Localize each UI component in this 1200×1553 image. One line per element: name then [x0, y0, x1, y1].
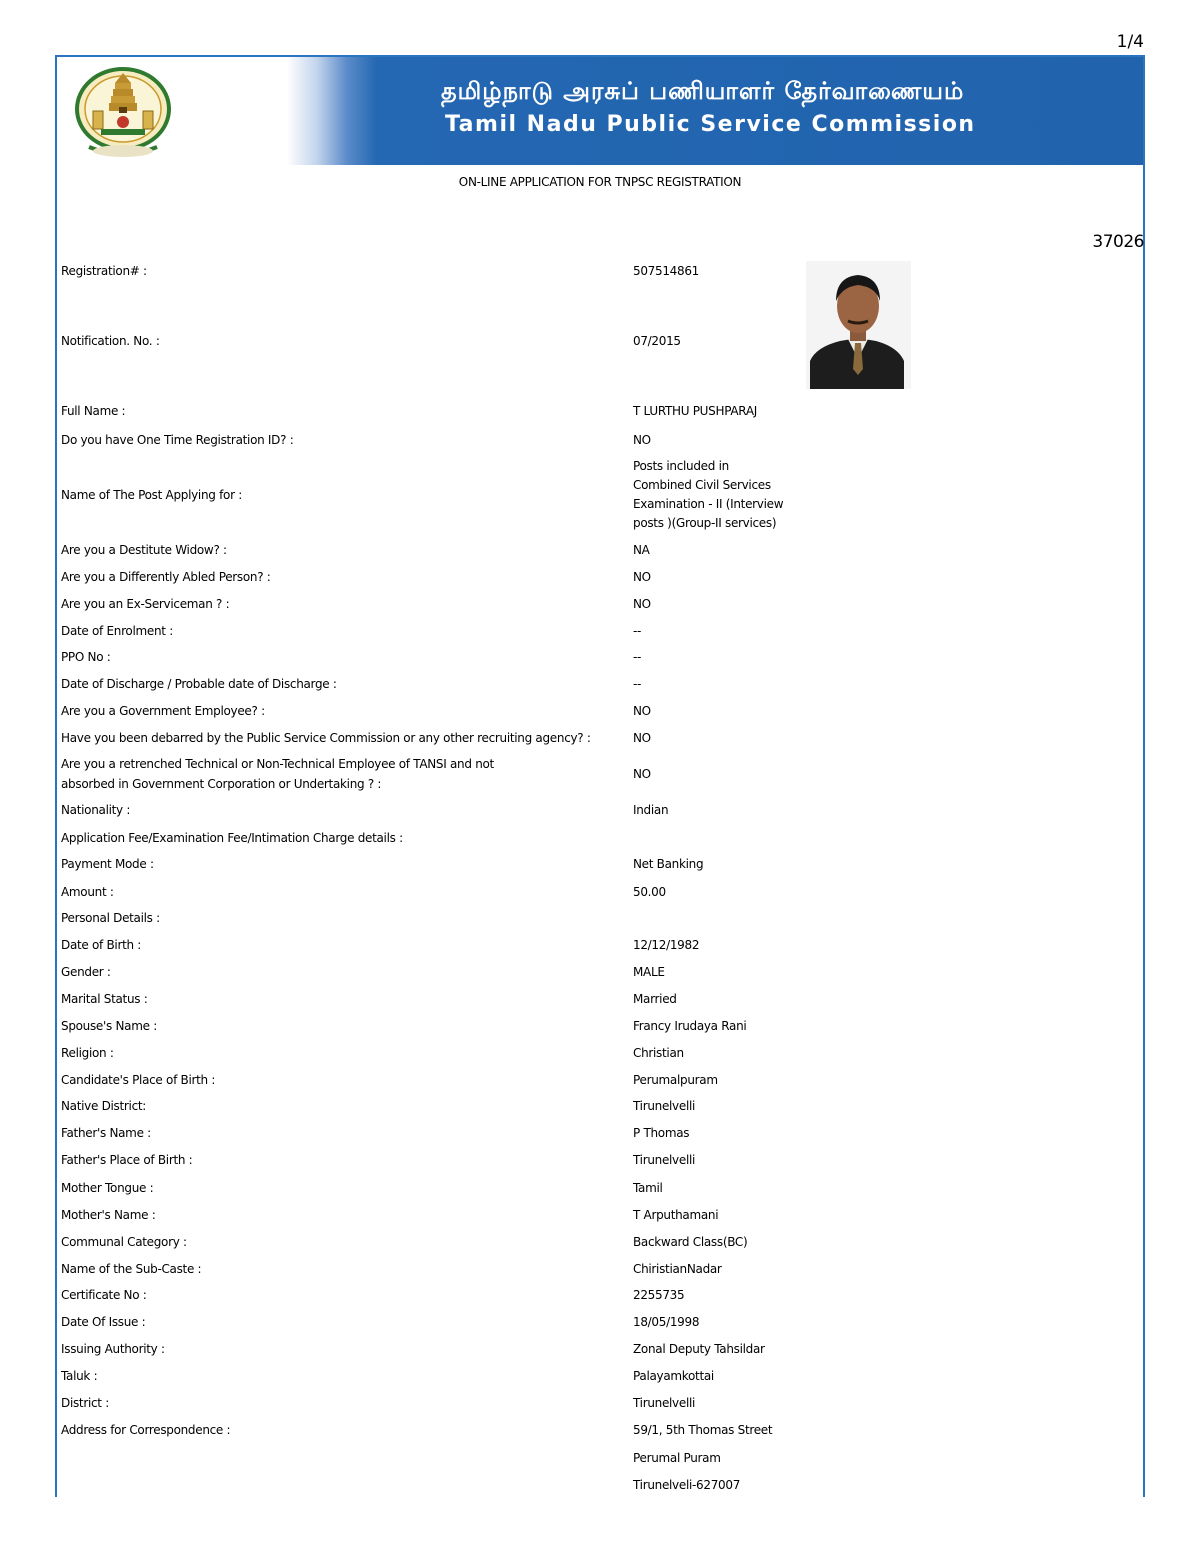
field-value: --	[633, 650, 642, 664]
field-value: NO	[633, 597, 651, 611]
field-value: 59/1, 5th Thomas Street	[633, 1423, 773, 1437]
field-label: Gender :	[61, 965, 111, 979]
field-label: Father's Name :	[61, 1126, 151, 1140]
header-banner	[57, 57, 1143, 165]
section-label: Application Fee/Examination Fee/Intimation Charge details :	[61, 831, 403, 845]
field-value: Perumalpuram	[633, 1073, 718, 1087]
field-label: Candidate's Place of Birth :	[61, 1073, 216, 1087]
field-value: Christian	[633, 1046, 684, 1060]
field-value: --	[633, 624, 642, 638]
field-label: Nationality :	[61, 803, 131, 817]
field-value: Palayamkottai	[633, 1369, 714, 1383]
field-label: PPO No :	[61, 650, 111, 664]
field-label: Registration# :	[61, 264, 147, 278]
field-label: Date of Discharge / Probable date of Discharge :	[61, 677, 337, 691]
page-number: 1/4	[1116, 32, 1144, 52]
field-label: absorbed in Government Corporation or Undertaking ? :	[61, 777, 382, 791]
applicant-photo	[806, 261, 911, 389]
field-value: Posts included in	[633, 459, 729, 473]
field-label: Have you been debarred by the Public Service Commission or any other recruiting agency? :	[61, 731, 591, 745]
field-value: NO	[633, 570, 651, 584]
field-value: NO	[633, 704, 651, 718]
field-value: Tamil	[633, 1181, 663, 1195]
field-label: Address for Correspondence :	[61, 1423, 231, 1437]
field-value: T Arputhamani	[633, 1208, 719, 1222]
field-value: 18/05/1998	[633, 1315, 700, 1329]
field-value: 07/2015	[633, 334, 681, 348]
field-value: Tirunelvelli	[633, 1153, 696, 1167]
field-label: Issuing Authority :	[61, 1342, 165, 1356]
field-label: Religion :	[61, 1046, 114, 1060]
field-label: Do you have One Time Registration ID? :	[61, 433, 294, 447]
field-label: Are you a Differently Abled Person? :	[61, 570, 271, 584]
field-label: Name of The Post Applying for :	[61, 488, 242, 502]
field-value: NO	[633, 767, 651, 781]
field-label: Mother's Name :	[61, 1208, 156, 1222]
field-label: Amount :	[61, 885, 114, 899]
field-value: Tirunelvelli	[633, 1099, 696, 1113]
field-label: Full Name :	[61, 404, 126, 418]
header-title-tamil: தமிழ்நாடு அரசுப் பணியாளர் தேர்வாணையம்	[441, 77, 965, 105]
field-label: Name of the Sub-Caste :	[61, 1262, 202, 1276]
field-value: ChiristianNadar	[633, 1262, 722, 1276]
field-label: Date of Birth :	[61, 938, 142, 952]
field-label: Are you a Destitute Widow? :	[61, 543, 227, 557]
field-value: Examination - II (Interview	[633, 497, 784, 511]
field-value: 507514861	[633, 264, 700, 278]
field-value: Tirunelveli-627007	[633, 1478, 741, 1492]
field-value: MALE	[633, 965, 665, 979]
field-label: Certificate No :	[61, 1288, 147, 1302]
field-value: --	[633, 677, 642, 691]
field-value: Backward Class(BC)	[633, 1235, 748, 1249]
field-label: Father's Place of Birth :	[61, 1153, 193, 1167]
field-label: Native District:	[61, 1099, 147, 1113]
field-label: Date of Enrolment :	[61, 624, 173, 638]
field-label: Are you a Government Employee? :	[61, 704, 265, 718]
field-label: Communal Category :	[61, 1235, 187, 1249]
field-label: Are you a retrenched Technical or Non-Technical Employee of TANSI and not	[61, 757, 494, 771]
field-label: Mother Tongue :	[61, 1181, 154, 1195]
field-value: P Thomas	[633, 1126, 690, 1140]
field-value: Francy Irudaya Rani	[633, 1019, 747, 1033]
field-value: NO	[633, 433, 651, 447]
field-label: District :	[61, 1396, 109, 1410]
field-value: Tirunelvelli	[633, 1396, 696, 1410]
field-value: Perumal Puram	[633, 1451, 721, 1465]
header-title-english: Tamil Nadu Public Service Commission	[445, 112, 976, 137]
field-label: Date Of Issue :	[61, 1315, 146, 1329]
field-label: Spouse's Name :	[61, 1019, 157, 1033]
field-label: Notification. No. :	[61, 334, 160, 348]
field-value: 12/12/1982	[633, 938, 700, 952]
field-value: Married	[633, 992, 677, 1006]
field-label: Marital Status :	[61, 992, 148, 1006]
field-label: Are you an Ex-Serviceman ? :	[61, 597, 230, 611]
field-value: Indian	[633, 803, 669, 817]
field-label: Taluk :	[61, 1369, 98, 1383]
field-value: T LURTHU PUSHPARAJ	[633, 404, 757, 418]
field-value: Zonal Deputy Tahsildar	[633, 1342, 765, 1356]
field-value: 2255735	[633, 1288, 685, 1302]
field-value: Combined Civil Services	[633, 478, 771, 492]
field-value: Net Banking	[633, 857, 704, 871]
tamil-nadu-emblem-icon	[71, 65, 175, 159]
field-value: NA	[633, 543, 650, 557]
field-value: 50.00	[633, 885, 666, 899]
field-value: posts )(Group-II services)	[633, 516, 777, 530]
document-title: ON-LINE APPLICATION FOR TNPSC REGISTRATION	[458, 175, 742, 189]
field-label: Payment Mode :	[61, 857, 154, 871]
serial-number: 37026	[1092, 232, 1144, 252]
field-value: NO	[633, 731, 651, 745]
section-label: Personal Details :	[61, 911, 160, 925]
